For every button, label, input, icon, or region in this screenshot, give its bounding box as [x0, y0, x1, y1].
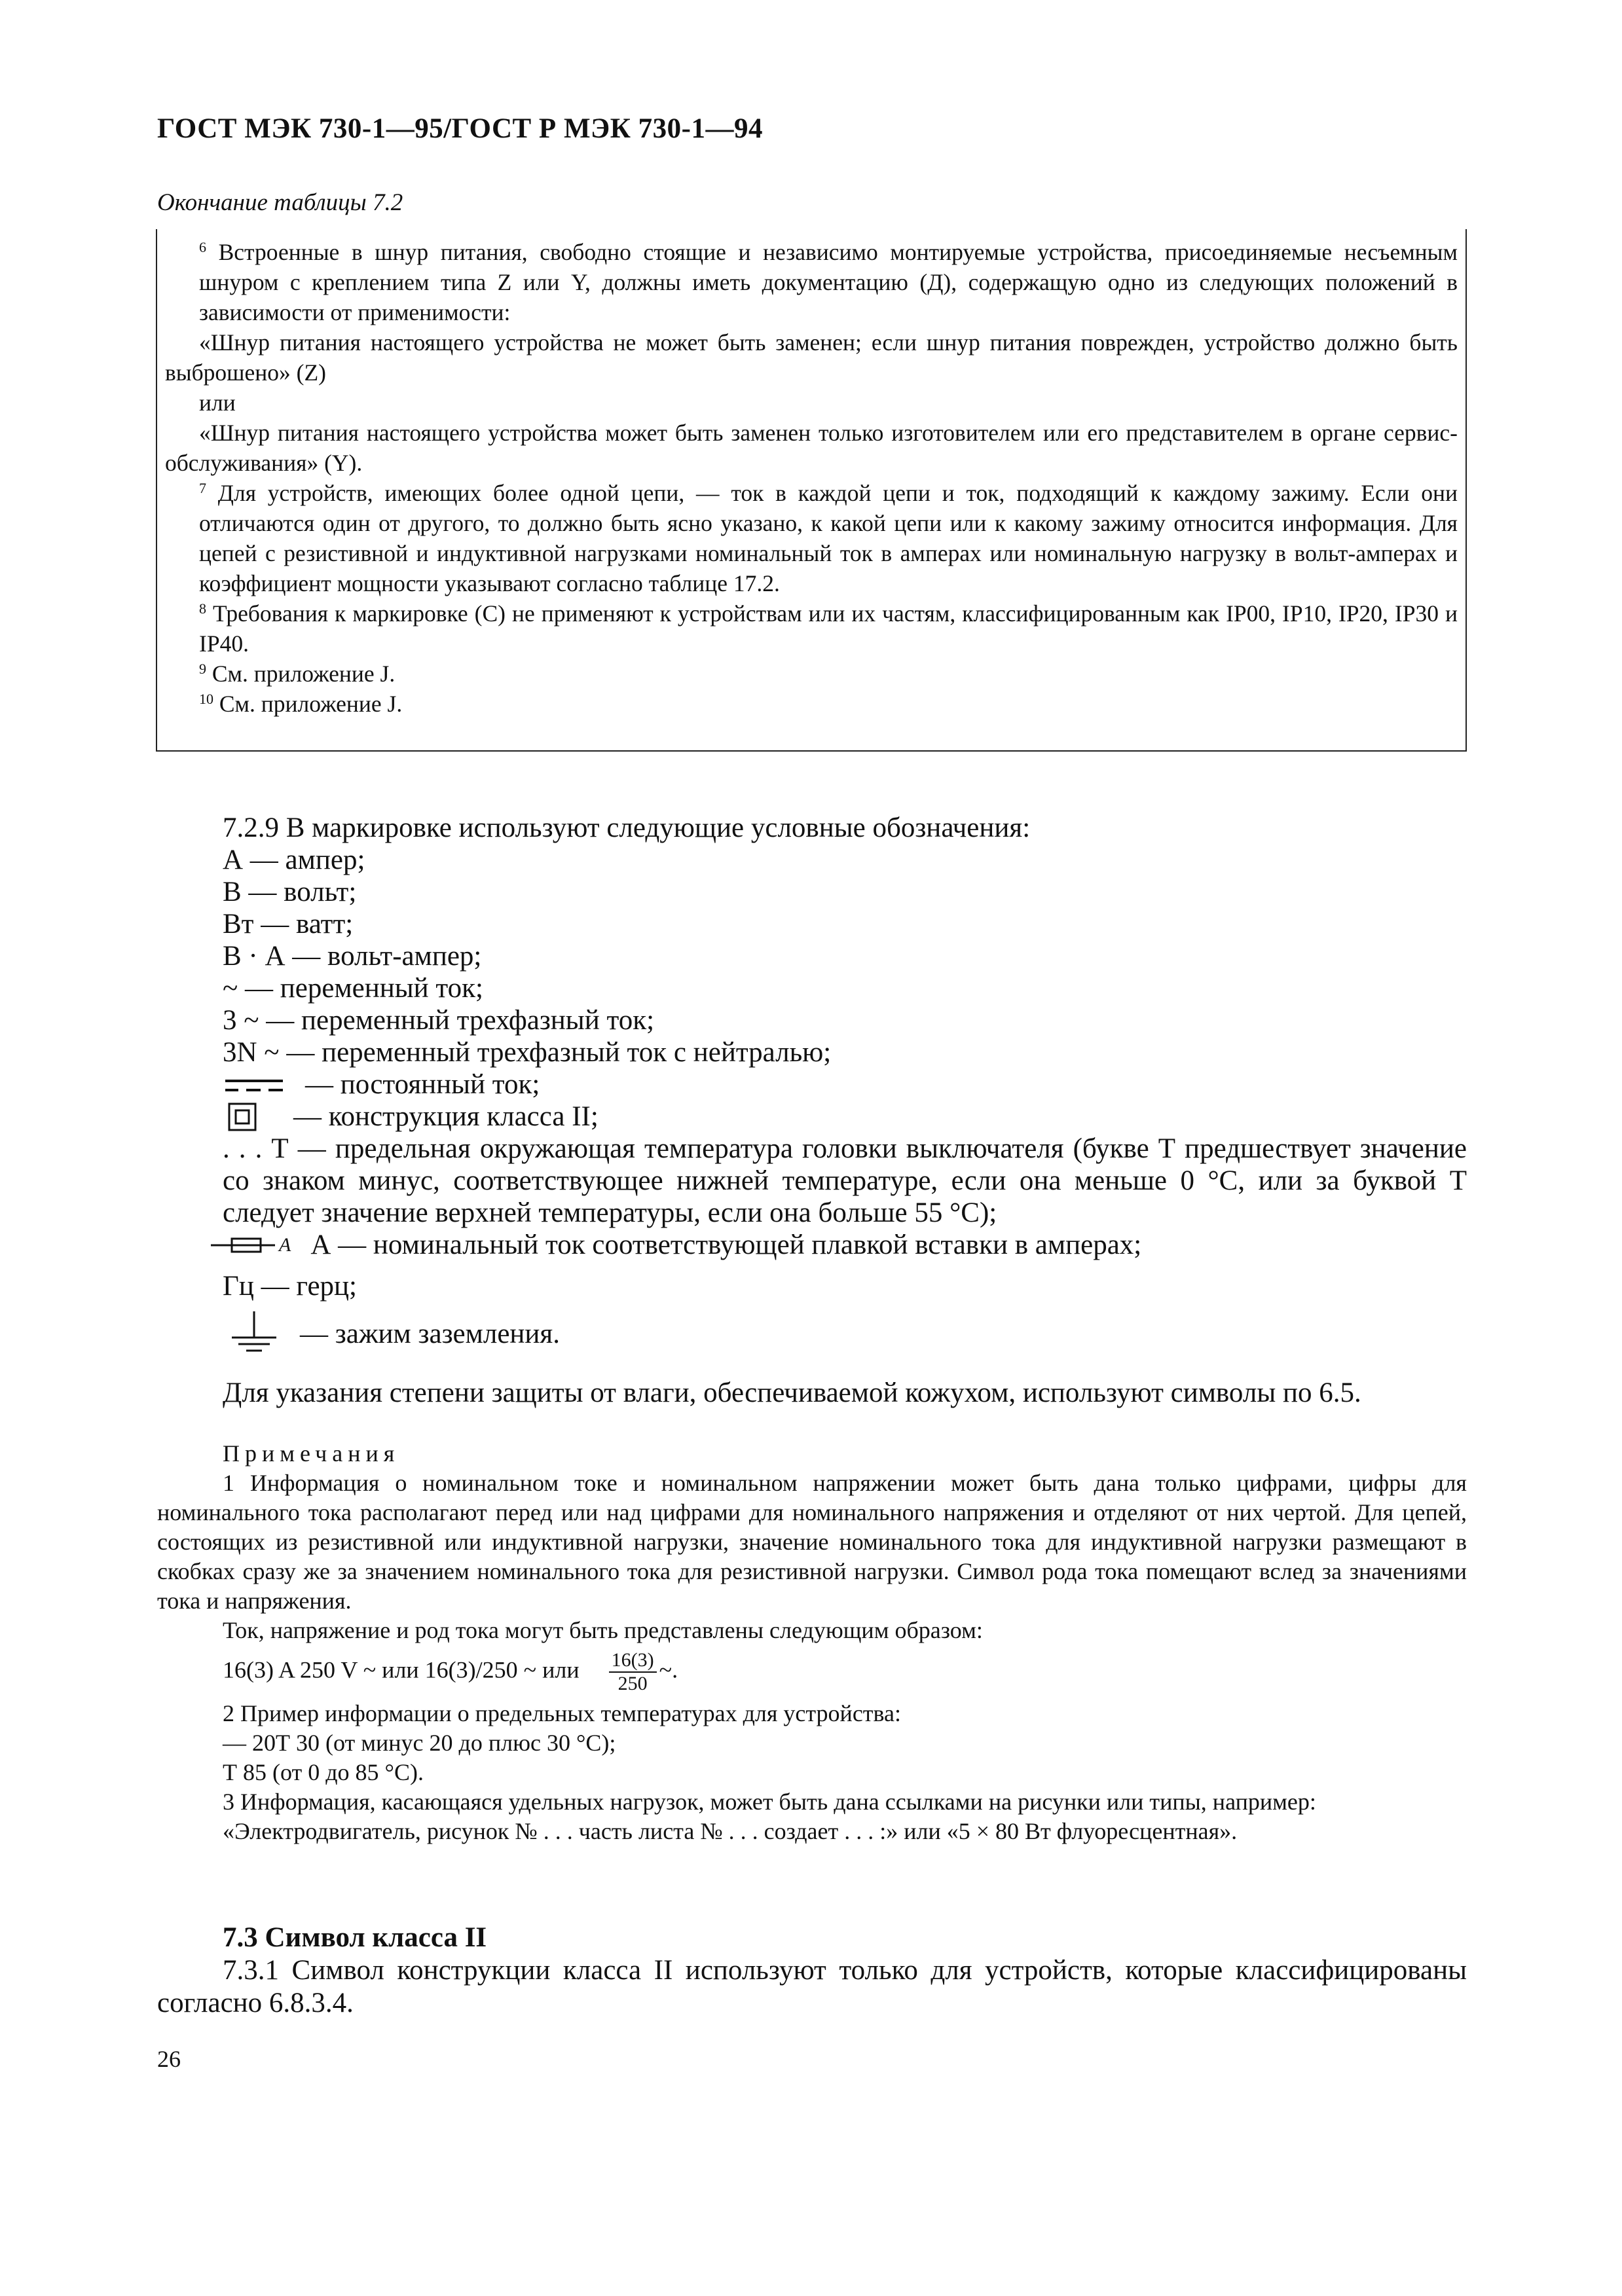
- footnote-7: $^7$ Для устройств, имеющих более одной цепи, — ток в каждой цепи и ток, подходящий к каждому зажиму. Если они отличаются один от другого, то должно быть ясно указано, к какой цепи или к какому зажиму относится информация. Для цепей с резистивной и индуктивной нагрузками номинальный ток в амперах или номинальную нагрузку в вольт-амперах и коэффициент мощности указывают согласно таблице 17.2.: [199, 479, 1458, 596]
- note-3-example: «Электродвигатель, рисунок № . . . часть листа № . . . создает . . . :» или «5 × 80 Вт флуоресцентная».: [223, 1818, 1238, 1844]
- footnote-6: $^6$ Встроенные в шнур питания, свободно стоящие и независимо монтируемые устройства, присоединяемые несъемным шнуром с креплением типа Z или Y, должны иметь документацию (Д), содержащую одно из следующих положений в зависимости от применимости:: [199, 238, 1458, 325]
- fuse-label: A: [279, 1234, 291, 1256]
- footnote-6-quote-y: «Шнур питания настоящего устройства может быть заменен только изготовителем или его представителем в органе сервис-обслуживания» (Y).: [165, 420, 1458, 476]
- note-2-example-a: — 20Т 30 (от минус 20 до плюс 30 °С);: [223, 1730, 616, 1756]
- page-header: ГОСТ МЭК 730-1—95/ГОСТ Р МЭК 730-1—94: [157, 113, 763, 144]
- symbols-intro: 7.2.9 В маркировке используют следующие условные обозначения:: [223, 812, 1031, 843]
- notes-title: Примечания: [223, 1440, 400, 1467]
- page-number: 26: [157, 2046, 181, 2072]
- fuse-symbol-icon: [210, 1232, 278, 1258]
- symbol-temperature: . . . Т — предельная окружающая температура головки выключателя (букве Т предшествует значение со знаком минус, соответствующее нижней температуре, если она меньше 0 °С, или за буквой Т следует значение верхней температуры, если она больше 55 °С);: [223, 1133, 1467, 1228]
- symbol-ac-3phase: 3 ~ — переменный трехфазный ток;: [223, 1005, 655, 1036]
- symbols-list: [157, 812, 1467, 1409]
- footnote-6-or: или: [199, 390, 236, 416]
- footnote-10: $^{10}$ См. приложение J.: [199, 690, 403, 717]
- dc-symbol-icon: [223, 1072, 288, 1098]
- note-2: 2 Пример информации о предельных температурах для устройства:: [223, 1700, 902, 1726]
- note-1-format: Ток, напряжение и род тока могут быть представлены следующим образом:: [223, 1617, 983, 1643]
- note-3: 3 Информация, касающаяся удельных нагрузок, может быть дана ссылками на рисунки или типы, например:: [223, 1789, 1316, 1815]
- symbol-ac: ~ — переменный ток;: [223, 973, 483, 1004]
- symbol-ampere: А — ампер;: [223, 845, 365, 875]
- symbol-fuse: A А — номинальный ток соответствующей плавкой вставки в амперах;: [157, 1229, 1467, 1261]
- section-heading: 7.3 Символ класса II: [223, 1922, 487, 1953]
- notes: [157, 1439, 1467, 1846]
- symbol-ac-3phase-neutral: 3N ~ — переменный трехфазный ток с нейтралью;: [223, 1037, 832, 1068]
- table-footnotes: [156, 229, 1467, 752]
- symbol-dc: — постоянный ток;: [157, 1068, 1467, 1101]
- symbol-volt: В — вольт;: [223, 877, 357, 907]
- footnote-6-quote-z: «Шнур питания настоящего устройства не может быть заменен; если шнур питания поврежден, устройство должно быть выброшено» (Z): [165, 329, 1458, 386]
- earth-symbol-icon: [223, 1307, 282, 1360]
- footnote-8: $^8$ Требования к маркировке (С) не применяют к устройствам или их частям, классифицированным как IP00, IP10, IP20, IP30 и IP40.: [199, 600, 1458, 657]
- note-2-example-b: Т 85 (от 0 до 85 °С).: [223, 1759, 424, 1785]
- section-7-3: [157, 1922, 1467, 2020]
- ip-protection-note: Для указания степени защиты от влаги, обеспечиваемой кожухом, используют символы по 6.5.: [223, 1377, 1361, 1408]
- symbol-volt-ampere: В · А — вольт-ампер;: [223, 941, 482, 972]
- symbol-earth: — зажим заземления.: [157, 1307, 1467, 1360]
- note-1-example: 16(3) A 250 V ~ или 16(3)/250 ~ или $\frac{16(3)}{250}$ ~.: [223, 1649, 678, 1694]
- class-2-symbol-icon: [223, 1101, 275, 1133]
- symbol-class-2: — конструкция класса II;: [157, 1101, 1467, 1133]
- symbol-watt: Вт — ватт;: [223, 909, 354, 939]
- table-caption: Окончание таблицы 7.2: [157, 189, 403, 216]
- note-1: 1 Информация о номинальном токе и номинальном напряжении может быть дана только цифрами, цифры для номинального тока располагают перед или над цифрами для номинального напряжения и отделяют от них чертой. Для цепей, состоящих из резистивной или индуктивной нагрузки, значение номинального тока для индуктивной нагрузки размещают в скобках сразу же за значением номинального тока для резистивной нагрузки. Символ рода тока помещают вслед за значениями тока и напряжения.: [157, 1470, 1467, 1614]
- footnote-9: $^9$ См. приложение J.: [199, 660, 396, 687]
- section-paragraph: 7.3.1 Символ конструкции класса II используют только для устройств, которые классифицированы согласно 6.8.3.4.: [157, 1955, 1467, 2018]
- fraction: $\frac{16(3)}{250}$: [609, 1649, 657, 1695]
- symbol-hertz: Гц — герц;: [223, 1271, 357, 1302]
